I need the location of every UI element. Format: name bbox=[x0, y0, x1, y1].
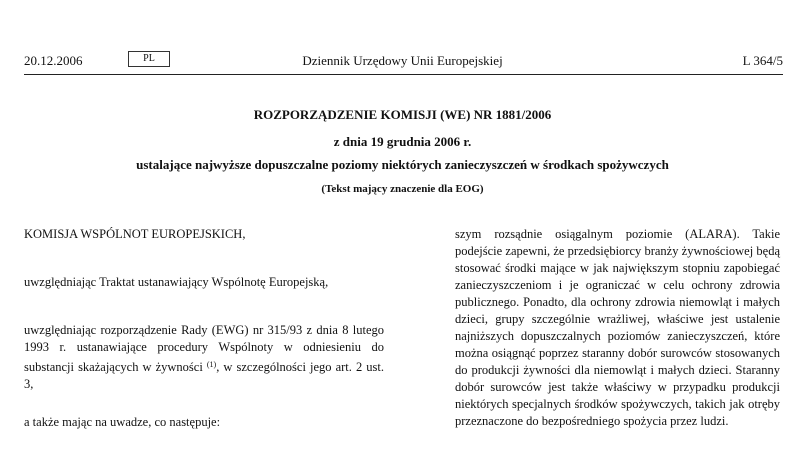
footnote-reference[interactable]: (1) bbox=[206, 360, 217, 369]
page-header bbox=[0, 0, 805, 76]
citation-tail: , w szczególności jego art. 2 ust. 3, bbox=[24, 360, 384, 391]
header-divider bbox=[24, 74, 783, 75]
journal-name: Dziennik Urzędowy Unii Europejskiej bbox=[302, 53, 503, 68]
treaty-citation: uwzględniając Traktat ustanawiający Wspólnotę Europejską, bbox=[24, 275, 329, 289]
recitals-intro: a także mając na uwadze, co następuje: bbox=[24, 415, 221, 429]
page-reference: L 364/5 bbox=[742, 53, 783, 68]
commission-heading: KOMISJA WSPÓLNOT EUROPEJSKICH, bbox=[24, 227, 246, 241]
council-regulation-citation bbox=[24, 322, 384, 393]
regulation-title: ROZPORZĄDZENIE KOMISJI (WE) NR 1881/2006 bbox=[253, 107, 552, 122]
recital-paragraph: szym rozsądnie osiągalnym poziomie (ALARA). Takie podejście zapewni, że przedsiębiorcy branży żywnościowej będą stosować środki mające w jak największym stopniu zapobiegać zanieczyszczeniom i je ograniczać w celu ochrony zdrowia publicznego. Ponadto, dla ochrony zdrowia niemowląt i małych dzieci, grupy szczególnie wrażliwej, właściwe jest ustalenie najniższych dopuszczalnych poziomów zanieczyszczeń, które można osiągnąć poprzez staranny dobór surowców stosowanych do produkcji żywności dla niemowląt i małych dzieci. Staranny dobór surowców jest także właściwy w przypadku produkcji niektórych specjalnych środków spożywczych, takich jak otręby przeznaczone do bezpośredniego spożycia przez ludzi. bbox=[455, 227, 780, 428]
citation-text: uwzględniając rozporządzenie Rady (EWG) nr 315/93 z dnia 8 lutego 1993 r. ustanawiające procedury Wspólnoty w odniesieniu do substancji skażających w żywności bbox=[24, 323, 384, 374]
regulation-date: z dnia 19 grudnia 2006 r. bbox=[333, 134, 472, 149]
publication-date: 20.12.2006 bbox=[24, 53, 83, 68]
regulation-subject: ustalające najwyższe dopuszczalne poziomy niektórych zanieczyszczeń w środkach spożywczych bbox=[136, 157, 669, 172]
eea-relevance-note: (Tekst mający znaczenie dla EOG) bbox=[321, 183, 484, 195]
right-column bbox=[455, 226, 780, 430]
language-code-box: PL bbox=[128, 51, 170, 67]
